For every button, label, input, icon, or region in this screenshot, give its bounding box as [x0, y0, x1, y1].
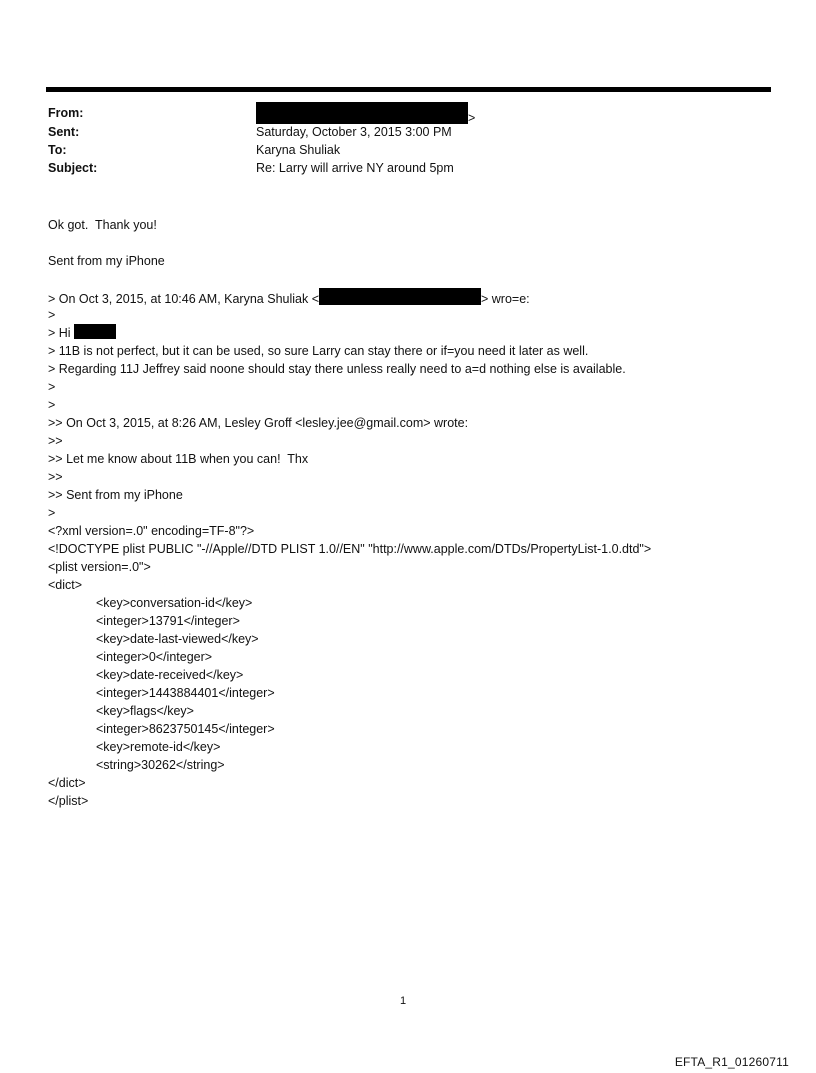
dict-entry: <integer>0</integer>: [96, 650, 213, 664]
reply-text: Ok got. Thank you!: [48, 218, 157, 232]
bates-number: EFTA_R1_01260711: [674, 1055, 789, 1069]
quote-line: >: [48, 308, 56, 322]
quote-header: [48, 288, 788, 306]
nested-quote-line: >> Let me know about 11B when you can! Thx: [48, 452, 309, 466]
spacer: [48, 234, 788, 252]
quote-header-suffix: > wro=e:: [481, 292, 530, 306]
redaction-block: [74, 324, 116, 339]
quote-line: >: [48, 380, 56, 394]
from-value: [256, 102, 475, 125]
dict-entry: <key>date-received</key>: [96, 668, 244, 682]
from-row: [48, 106, 768, 124]
quote-greeting-text: > Hi: [48, 326, 75, 340]
redaction-block: [256, 102, 468, 124]
quote-greeting: [48, 324, 788, 342]
dict-entry: <integer>13791</integer>: [96, 614, 240, 628]
sent-label: Sent:: [48, 125, 80, 139]
nested-quote-header: >> On Oct 3, 2015, at 8:26 AM, Lesley Groff <lesley.jee@gmail.com> wrote:: [48, 416, 469, 430]
dict-open: <dict>: [48, 578, 83, 592]
email-body: [48, 216, 788, 810]
nested-quote-line: >>: [48, 470, 63, 484]
quote-header-prefix: > On Oct 3, 2015, at 10:46 AM, Karyna Shuliak <: [48, 292, 319, 306]
quote-line: > 11B is not perfect, but it can be used, so sure Larry can stay there or if=you need it later as well.: [48, 344, 589, 358]
nested-quote-line: >> Sent from my iPhone: [48, 488, 183, 502]
from-label: From:: [48, 106, 84, 120]
dict-entry: <key>conversation-id</key>: [96, 596, 253, 610]
plist-close: </plist>: [48, 794, 89, 808]
quote-line: > Regarding 11J Jeffrey said noone should stay there unless really need to a=d nothing else is available.: [48, 362, 626, 376]
subject-label: Subject:: [48, 161, 98, 175]
quote-line: >: [48, 506, 56, 520]
to-value: Karyna Shuliak: [256, 143, 341, 157]
page-number: 1: [400, 995, 407, 1007]
dict-entry: <integer>8623750145</integer>: [96, 722, 275, 736]
to-row: [48, 143, 768, 161]
dict-entry: <key>date-last-viewed</key>: [96, 632, 259, 646]
header-rule: [46, 87, 771, 92]
plist-open: <plist version=.0">: [48, 560, 151, 574]
to-label: To:: [48, 143, 67, 157]
dict-entry: <integer>1443884401</integer>: [96, 686, 275, 700]
doctype-line: <!DOCTYPE plist PUBLIC "-//Apple//DTD PLIST 1.0//EN" "http://www.apple.com/DTDs/PropertyList-1.0.dtd">: [48, 542, 652, 556]
spacer: [48, 270, 788, 288]
signature-line: Sent from my iPhone: [48, 254, 165, 268]
quote-line: >: [48, 398, 56, 412]
dict-entry: <string>30262</string>: [96, 758, 225, 772]
nested-quote-line: >>: [48, 434, 63, 448]
dict-entry: <key>remote-id</key>: [96, 740, 221, 754]
subject-value: Re: Larry will arrive NY around 5pm: [256, 161, 454, 175]
xml-declaration: <?xml version=.0" encoding=TF-8"?>: [48, 524, 255, 538]
dict-entry: <key>flags</key>: [96, 704, 194, 718]
sent-value: Saturday, October 3, 2015 3:00 PM: [256, 125, 452, 139]
sent-row: [48, 125, 768, 143]
subject-row: [48, 161, 768, 179]
redaction-block: [319, 288, 481, 305]
from-suffix: >: [468, 111, 476, 125]
dict-close: </dict>: [48, 776, 86, 790]
